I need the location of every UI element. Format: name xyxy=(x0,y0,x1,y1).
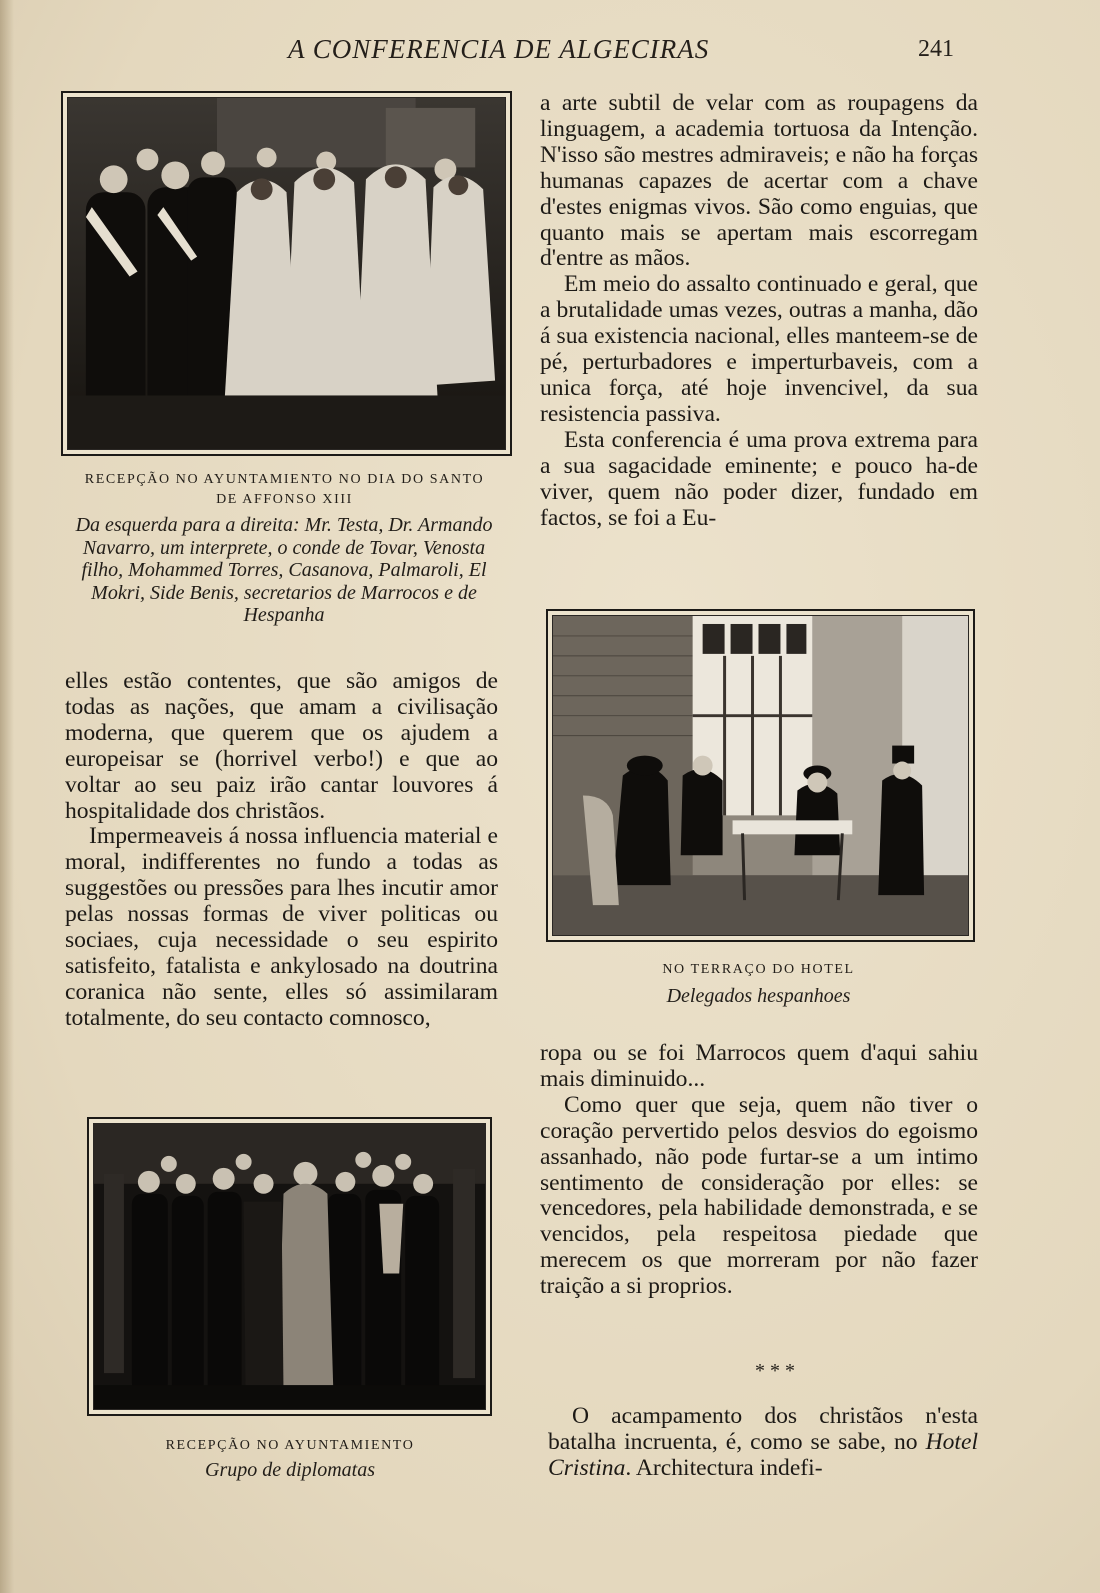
photo-hotel-terrace-image xyxy=(552,615,969,936)
photo-terrace-illustration xyxy=(553,616,968,935)
paragraph: a arte subtil de velar com as roupagens da linguagem, a academia tortuosa da Intenção. N'isso são mestres admiraveis; e não ha forças humanas capazes de acertar com a chave d'estes enigmas vivos. São como enguias, que quanto mais se apertam mais escorregam d'entre as mãos. xyxy=(540,90,978,272)
photo-reception-diplomats xyxy=(87,1117,492,1416)
photo-diplomats-illustration xyxy=(94,1124,485,1409)
caption-text-1: Da esquerda para a direita: Mr. Testa, Dr. Armando Navarro, um interprete, o conde de Tovar, Venosta filho, Mohammed Torres, Casanova, Palmaroli, El Mokri, Side Benis, secretarios de Marrocos e de Hespanha xyxy=(75,514,493,626)
photo-reception-saint-day xyxy=(61,91,512,456)
page-gutter-shadow xyxy=(0,0,14,1593)
caption-text-2: Delegados hespanhoes xyxy=(666,985,851,1007)
paragraph: elles estão contentes, que são amigos de todas as nações, que amam a civilisação moderna, que querem que os ajudem a europeisar se (horrivel verbo!) e que ao voltar ao seu paiz irão cantar louvores á hospitalidade dos christãos. xyxy=(65,668,498,824)
photo-group-illustration xyxy=(68,98,505,449)
running-title: A CONFERENCIA DE ALGECIRAS xyxy=(288,34,710,64)
section-break-asterism: * * * xyxy=(755,1360,795,1382)
photo-reception-saint-day-image xyxy=(67,97,506,450)
paragraph: Como quer que seja, quem não tiver o coração pervertido pelos desvios do egoismo assanhado, não pode furtar-se a um intimo sentimento de consideração por elles: se vencedores, pela habilidade demonstrada, e se vencidos, pela respeitosa piedade que merecem os que morreram por não fazer traição a si proprios. xyxy=(540,1091,978,1300)
paragraph-tail: . Architectura indefi- xyxy=(625,1454,823,1481)
paragraph: ropa ou se foi Marrocos quem d'aqui sahiu mais diminuido... xyxy=(540,1040,978,1092)
photo-hotel-terrace xyxy=(546,609,975,942)
right-column-text-bottom xyxy=(548,1404,978,1482)
caption-text-3: Grupo de diplomatas xyxy=(205,1459,375,1481)
left-column-text xyxy=(65,669,498,1032)
caption-heading-2: NO TERRAÇO DO HOTEL xyxy=(662,962,855,977)
page-number: 241 xyxy=(918,36,954,62)
paragraph: Esta conferencia é uma prova extrema para a sua sagacidade eminente; e pouco ha-de viver, quem não poder dizer, fundado em factos, se foi a Eu- xyxy=(540,426,978,531)
paragraph: Em meio do assalto continuado e geral, que a brutalidade umas vezes, outras a manha, dão á sua existencia nacional, elles manteem-se de pé, perturbadores e imperturbaveis, com a unica força, até hoje invencivel, da sua resistencia passiva. xyxy=(540,271,978,427)
paragraph-lead: O acampamento dos christãos n'esta batalha incruenta, é, como se sabe, no xyxy=(548,1403,978,1455)
right-column-text-middle xyxy=(540,1041,978,1300)
right-column-text-top xyxy=(540,91,978,531)
paragraph: Impermeaveis á nossa influencia material e moral, indifferentes no fundo a todas as suggestões ou pressões para lhes incutir amor pelas nossas formas de viver politicas ou sociaes, cuja necessidade o seu espirito satisfeito, fatalista e ankylosado na doutrina coranica não sente, elles só assimilaram totalmente, do seu contacto comnosco, xyxy=(65,823,498,1031)
photo-reception-diplomats-image xyxy=(93,1123,486,1410)
hotel-name-emphasis: Hotel Cristina xyxy=(548,1428,978,1481)
paragraph xyxy=(548,1404,978,1482)
caption-heading-3: RECEPÇÃO NO AYUNTAMIENTO xyxy=(165,1438,415,1453)
caption-heading-1: RECEPÇÃO NO AYUNTAMIENTO NO DIA DO SANTO DE AFFONSO XIII xyxy=(84,472,485,507)
